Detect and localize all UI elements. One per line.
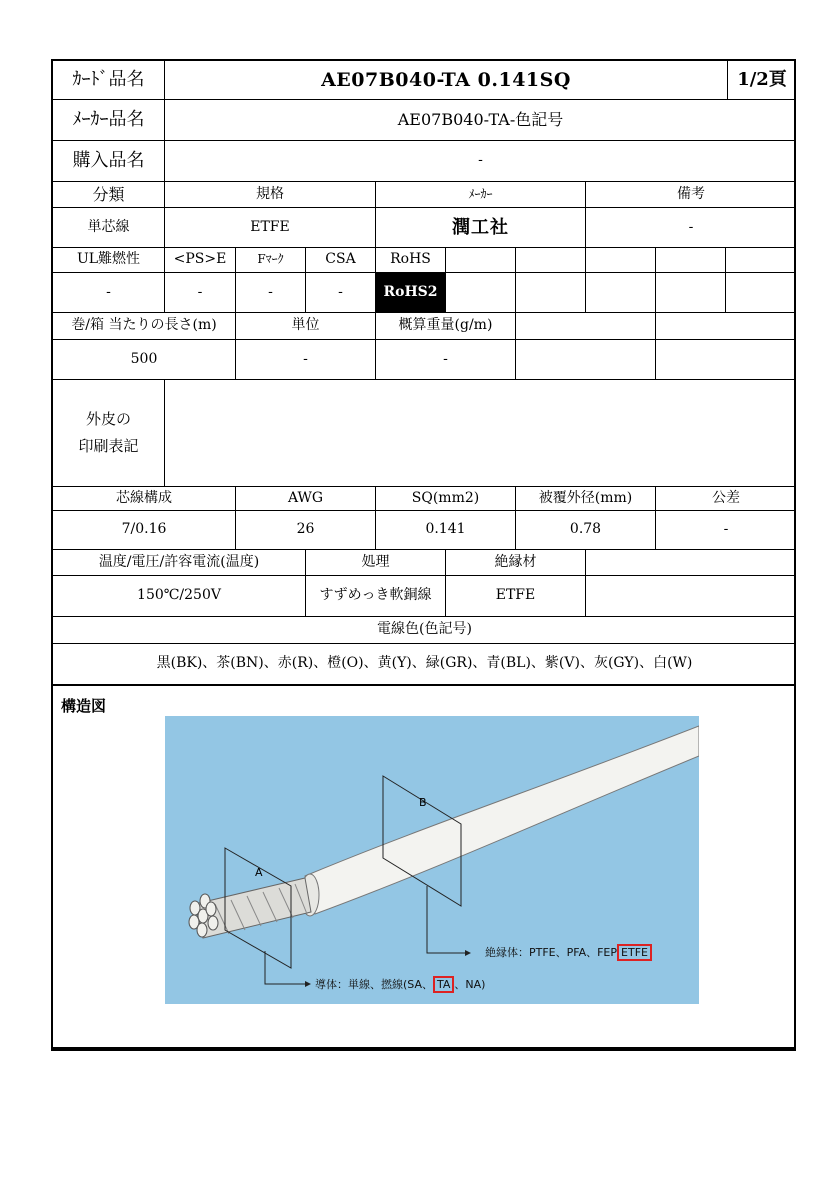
maker-value: 潤工社 — [376, 208, 586, 248]
rohs-badge: RoHS2 — [376, 273, 446, 313]
unit-value: - — [236, 340, 376, 380]
jacket-print-label — [53, 380, 165, 487]
standards-empty-header — [726, 248, 796, 273]
pse-header: <PS>E — [165, 248, 236, 273]
maker-part-value: AE07B040-TA-色記号 — [165, 100, 796, 141]
standard-value: ETFE — [165, 208, 376, 248]
standards-empty-value — [656, 273, 726, 313]
tolerance-value: - — [656, 511, 796, 550]
outer-diameter-header: 被覆外径(mm) — [516, 487, 656, 511]
length-per-reel-header: 巻/箱 当たりの長さ(m) — [53, 313, 236, 340]
rohs-header: RoHS — [376, 248, 446, 273]
insulation-highlight-box: ETFE — [617, 944, 652, 961]
unit-header: 単位 — [236, 313, 376, 340]
remarks-header: 備考 — [586, 182, 796, 208]
maker-part-label: ﾒｰｶｰ品名 — [53, 100, 165, 141]
rating-value: 150℃/250V — [53, 576, 306, 617]
insulation-value: ETFE — [446, 576, 586, 617]
insulation-callout — [485, 944, 652, 960]
pse-value: - — [165, 273, 236, 313]
wire-colors-header: 電線色(色記号) — [53, 617, 796, 644]
awg-value: 26 — [236, 511, 376, 550]
rating-header: 温度/電圧/許容電流(温度) — [53, 550, 306, 576]
standards-empty-value — [446, 273, 516, 313]
wire-colors-value: 黒(BK)、茶(BN)、赤(R)、橙(O)、黄(Y)、緑(GR)、青(BL)、紫(V)、灰(GY)、白(W) — [53, 644, 796, 686]
conductor-callout-suffix: 、NA) — [454, 978, 486, 991]
length-per-reel-value: 500 — [53, 340, 236, 380]
awg-header: AWG — [236, 487, 376, 511]
ratings-empty-value — [586, 576, 796, 617]
tolerance-header: 公差 — [656, 487, 796, 511]
packaging-empty-header — [516, 313, 656, 340]
ratings-empty-header — [586, 550, 796, 576]
structure-diagram-label: 構造図 — [61, 697, 107, 715]
packaging-empty-value — [656, 340, 796, 380]
f-mark-value: - — [236, 273, 306, 313]
strand-value: 7/0.16 — [53, 511, 236, 550]
remarks-value: - — [586, 208, 796, 248]
page-number: 1/2頁 — [728, 61, 796, 100]
maker-header: ﾒｰｶｰ — [376, 182, 586, 208]
section-marker-b: B — [419, 796, 427, 809]
standards-empty-value — [726, 273, 796, 313]
section-marker-a: A — [255, 866, 263, 879]
jacket-print-label-line2: 印刷表記 — [78, 437, 139, 455]
jacket-print-label-line1: 外皮の — [85, 410, 131, 428]
ul-header: UL難燃性 — [53, 248, 165, 273]
csa-header: CSA — [306, 248, 376, 273]
purchase-name-value: - — [165, 141, 796, 182]
sq-value: 0.141 — [376, 511, 516, 550]
classification-header: 分類 — [53, 182, 165, 208]
treatment-header: 処理 — [306, 550, 446, 576]
csa-value: - — [306, 273, 376, 313]
standards-empty-header — [656, 248, 726, 273]
card-name-value: AE07B040-TA 0.141SQ — [165, 61, 728, 100]
standard-header: 規格 — [165, 182, 376, 208]
standards-empty-header — [446, 248, 516, 273]
standards-empty-header — [516, 248, 586, 273]
f-mark-header: Fﾏｰｸ — [236, 248, 306, 273]
packaging-empty-header — [656, 313, 796, 340]
conductor-callout — [315, 976, 485, 992]
ul-value: - — [53, 273, 165, 313]
standards-empty-value — [586, 273, 656, 313]
conductor-callout-text: 導体：単線、撚線(SA、 — [315, 978, 434, 991]
strand-header: 芯線構成 — [53, 487, 236, 511]
classification-value: 単芯線 — [53, 208, 165, 248]
outer-diameter-value: 0.78 — [516, 511, 656, 550]
conductor-highlight-box: TA — [433, 976, 454, 993]
weight-value: - — [376, 340, 516, 380]
jacket-print-value — [165, 380, 796, 487]
insulation-header: 絶縁材 — [446, 550, 586, 576]
sq-header: SQ(mm2) — [376, 487, 516, 511]
weight-header: 概算重量(g/m) — [376, 313, 516, 340]
purchase-name-label: 購入品名 — [53, 141, 165, 182]
insulation-callout-text: 絶縁体：PTFE、PFA、FEP — [485, 946, 618, 959]
card-name-label: ｶｰﾄﾞ品名 — [53, 61, 165, 100]
cable-structure-diagram — [165, 716, 699, 1004]
spec-sheet — [51, 59, 796, 1051]
standards-empty-header — [586, 248, 656, 273]
standards-empty-value — [516, 273, 586, 313]
treatment-value: すずめっき軟銅線 — [306, 576, 446, 617]
packaging-empty-value — [516, 340, 656, 380]
